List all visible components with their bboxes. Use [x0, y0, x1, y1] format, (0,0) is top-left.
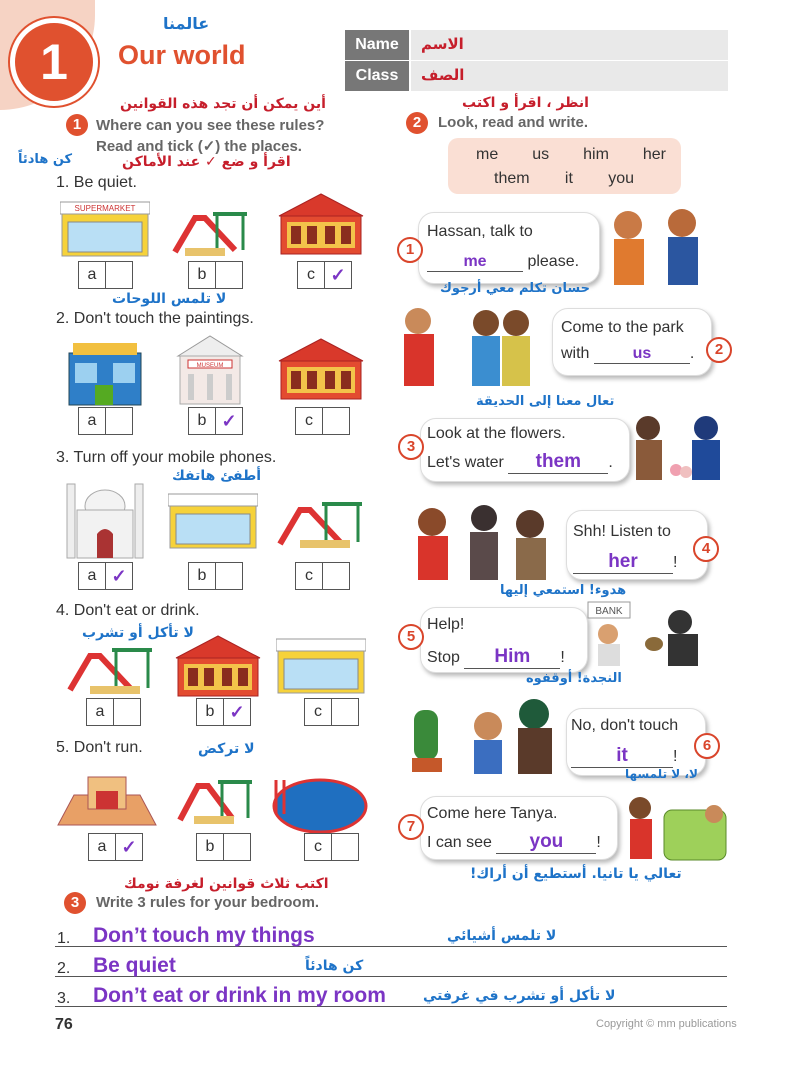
supermarket-image-3: [276, 637, 366, 697]
q3-option-b[interactable]: b: [188, 562, 243, 590]
playground-image-2: [270, 492, 370, 552]
question-5: 5. Don't run.: [56, 739, 143, 756]
section2-heading-arabic: انظر ، اقرأ و اكتب: [462, 95, 589, 111]
rule3-answer: Don’t eat or drink in my room: [93, 984, 386, 1007]
q1-option-a[interactable]: a: [78, 261, 133, 289]
q5-arabic: لا تركض: [198, 741, 255, 757]
boys-talking-image: [600, 205, 710, 287]
word-you: you: [608, 170, 634, 187]
rule2-line[interactable]: [55, 952, 727, 977]
speech-bubble-7: Come here Tanya. I can see you !: [420, 796, 618, 860]
item3-text: Look at the flowers.: [427, 425, 566, 442]
playground-image-4: [170, 770, 260, 828]
girls-library-image: [412, 502, 562, 582]
section3-heading: Write 3 rules for your bedroom.: [96, 894, 320, 911]
rule1-answer: Don’t touch my things: [93, 924, 315, 947]
library-image-3: [172, 632, 264, 698]
class-field[interactable]: [345, 61, 728, 91]
supermarket-image: [60, 200, 150, 260]
item4-number: 4: [693, 536, 719, 562]
section1-instruction: Read and tick (✓) the places.: [96, 138, 302, 155]
item2-number: 2: [706, 337, 732, 363]
question-1: 1. Be quiet.: [56, 174, 137, 191]
q1-option-b[interactable]: b: [188, 261, 243, 289]
school-image: [52, 765, 162, 835]
q3-option-c[interactable]: c: [295, 562, 350, 590]
rule3-line[interactable]: [55, 982, 727, 1007]
rule2-arabic: كن هادئاً: [305, 958, 364, 974]
question-4: 4. Don't eat or drink.: [56, 602, 200, 619]
item7-arabic: تعالي يا تانيا. أستطيع أن أراك!: [470, 866, 682, 882]
item4-text: Shh! Listen to: [573, 523, 671, 540]
rule2-number: 2.: [57, 960, 71, 977]
q4-option-a[interactable]: a: [86, 698, 141, 726]
word-her: her: [642, 146, 666, 163]
cafe-image: [63, 335, 147, 407]
bank-sign: BANK: [595, 606, 623, 617]
item2-arabic: تعال معنا إلى الحديقة: [476, 394, 615, 409]
section1-heading-arabic: أين يمكن أن تجد هذه القوانين: [120, 96, 326, 112]
swimming-pool-image: [268, 770, 368, 834]
section2-number: 2: [406, 112, 428, 134]
item5-text: Help!: [427, 616, 465, 633]
speech-bubble-1: Hassan, talk to me please.: [418, 212, 600, 284]
item6-arabic: لا، لا تلمسها: [625, 767, 698, 781]
speech-bubble-5: Help! Stop Him !: [420, 607, 588, 673]
girl-armchair-image: [622, 794, 732, 862]
rule1-number: 1.: [57, 930, 71, 947]
section3-heading-arabic: اكتب ثلاث قوانين لغرفة نومك: [124, 876, 329, 892]
q5-option-b[interactable]: b: [196, 833, 251, 861]
name-arabic: الاسم: [421, 35, 464, 53]
question-2: 2. Don't touch the paintings.: [56, 310, 254, 327]
word-box: [448, 138, 681, 194]
speech-bubble-3: Look at the flowers. Let's water them .: [420, 418, 630, 482]
item2-answer[interactable]: us: [594, 345, 690, 364]
word-him: him: [583, 146, 609, 163]
mosque-image: [63, 470, 147, 562]
item1-answer[interactable]: me: [427, 253, 523, 272]
item6-text: No, don't touch: [571, 717, 679, 734]
item5-answer[interactable]: Him: [464, 646, 560, 669]
unit-number-badge: 1: [10, 18, 98, 106]
women-flowers-image: [628, 412, 728, 482]
museum-sign: MUSEUM: [196, 363, 224, 369]
speech-bubble-4: Shh! Listen to her !: [566, 510, 708, 580]
section1-instruction-arabic: اقرأ و ضع ✓ عند الأماكن: [122, 154, 291, 170]
q2-option-b[interactable]: b ✓: [188, 407, 243, 435]
q5-option-c[interactable]: c: [304, 833, 359, 861]
q3-option-a[interactable]: a ✓: [78, 562, 133, 590]
unit-title: Our world: [118, 40, 246, 70]
name-field[interactable]: [345, 30, 728, 60]
supermarket-sign: SUPERMARKET: [74, 204, 136, 213]
q5-option-a[interactable]: a ✓: [88, 833, 143, 861]
rule3-number: 3.: [57, 990, 71, 1007]
question-3: 3. Turn off your mobile phones.: [56, 449, 277, 466]
item4-arabic: هدوء! استمعي إليها: [500, 583, 627, 598]
item3-answer[interactable]: them: [508, 451, 608, 474]
item5-arabic: النجدة! أوقفوه: [526, 671, 622, 686]
bank-robbery-image: [584, 600, 730, 668]
rule1-line[interactable]: [55, 922, 727, 947]
q1-option-c[interactable]: c ✓: [297, 261, 352, 289]
item3-number: 3: [398, 434, 424, 460]
copyright: Copyright © mm publications: [596, 1018, 737, 1030]
item6-answer[interactable]: it: [571, 745, 673, 768]
museum-image: [170, 330, 250, 406]
speech-bubble-6: No, don't touch it !: [566, 708, 706, 776]
class-arabic: الصف: [421, 66, 465, 84]
q2-arabic: لا تلمس اللوحات: [112, 291, 227, 307]
library-image: [275, 190, 367, 256]
item1-number: 1: [397, 237, 423, 263]
item7-answer[interactable]: you: [496, 831, 596, 854]
item6-number: 6: [694, 733, 720, 759]
speech-bubble-2: Come to the park with us .: [552, 308, 712, 376]
playground-image-3: [60, 640, 160, 698]
section1-number: 1: [66, 114, 88, 136]
item1-arabic: حسان تكلم معي أرجوك: [440, 281, 591, 296]
q4-option-b[interactable]: b ✓: [196, 698, 251, 726]
q2-option-c[interactable]: c: [295, 407, 350, 435]
rule1-arabic: لا تلمس أشيائي: [447, 928, 557, 944]
q2-option-a[interactable]: a: [78, 407, 133, 435]
q4-option-c[interactable]: c: [304, 698, 359, 726]
boys-invite-image: [400, 303, 540, 388]
item7-number: 7: [398, 814, 424, 840]
page-number: 76: [55, 1016, 73, 1033]
q4-arabic: لا تأكل أو تشرب: [82, 625, 194, 641]
name-label: Name: [345, 30, 409, 60]
library-image-2: [275, 335, 367, 401]
rule3-arabic: لا تأكل أو تشرب في غرفتي: [423, 988, 616, 1004]
supermarket-image-2: [168, 492, 258, 552]
playground-image: [165, 200, 255, 260]
unit-title-arabic: عالمنا: [163, 14, 210, 33]
item5-number: 5: [398, 624, 424, 650]
word-them: them: [494, 170, 530, 187]
rule2-answer: Be quiet: [93, 954, 176, 977]
cactus-children-image: [408, 690, 568, 774]
q3-arabic: أطفئ هاتفك: [172, 468, 262, 484]
section1-heading: Where can you see these rules?: [96, 117, 325, 134]
word-us: us: [532, 146, 550, 163]
item2-text: Come to the park: [561, 319, 684, 336]
item4-answer[interactable]: her: [573, 551, 673, 574]
section3-number: 3: [64, 892, 86, 914]
word-it: it: [564, 170, 573, 187]
class-label: Class: [345, 61, 409, 91]
section2-heading: Look, read and write.: [438, 114, 589, 131]
q1-arabic: كن هادئاً: [18, 152, 73, 167]
item1-text: Hassan, talk to: [427, 223, 533, 240]
word-me: me: [476, 146, 499, 163]
item7-text: Come here Tanya.: [427, 805, 558, 822]
